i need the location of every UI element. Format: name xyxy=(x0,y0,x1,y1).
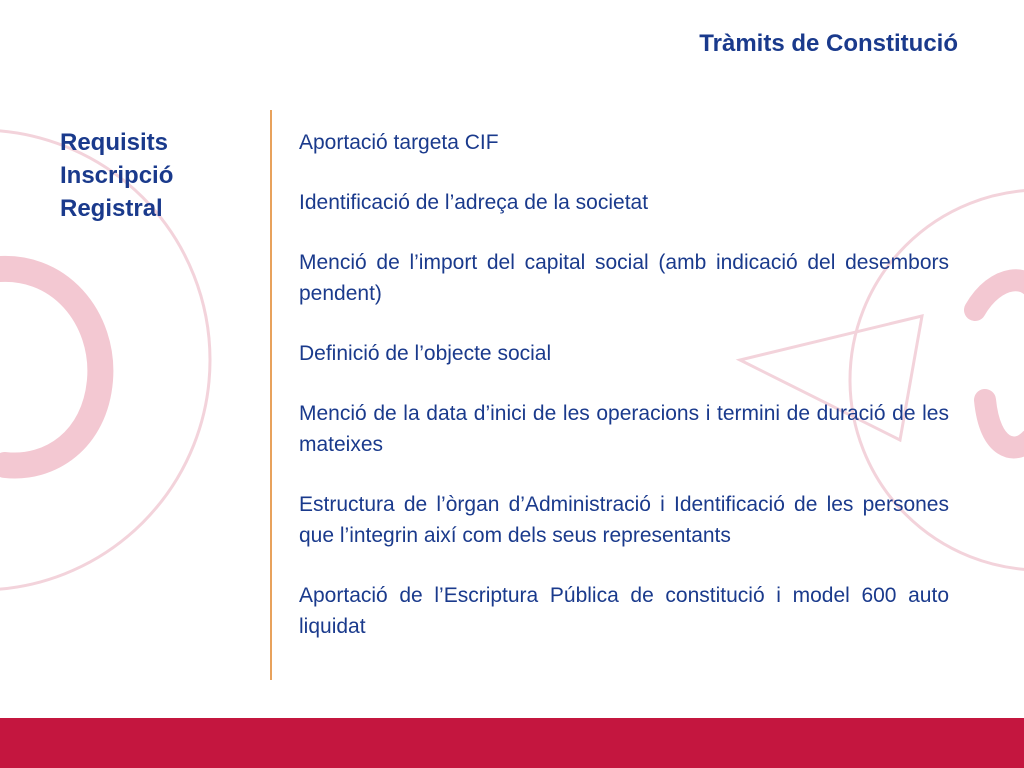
requirement-item: Menció de l’import del capital social (amb indicació del desembors pendent) xyxy=(299,251,949,305)
section-heading-line: Inscripció xyxy=(60,162,174,189)
requirement-item: Menció de la data d’inici de les operacions i termini de duració de les mateixes xyxy=(299,402,949,456)
footer-bar xyxy=(0,718,1024,768)
watermark-left-glyph xyxy=(0,269,100,466)
requirements-list xyxy=(299,127,949,671)
requirement-item: Definició de l’objecte social xyxy=(299,342,552,365)
requirement-item: Aportació de l’Escriptura Pública de constitució i model 600 auto liquidat xyxy=(299,584,949,638)
requirement-item: Identificació de l’adreça de la societat xyxy=(299,191,649,214)
section-heading-line: Registral xyxy=(60,195,163,222)
page-title: Tràmits de Constitució xyxy=(699,30,958,57)
watermark-right-glyph-lower xyxy=(985,400,1024,447)
requirement-item: Aportació targeta CIF xyxy=(299,131,499,154)
vertical-divider xyxy=(270,110,272,680)
requirement-item: Estructura de l’òrgan d’Administració i Identificació de les persones que l’integrin així com dels seus representants xyxy=(299,493,949,547)
section-heading xyxy=(60,126,260,225)
section-heading-line: Requisits xyxy=(60,129,169,156)
watermark-right-glyph xyxy=(975,280,1024,310)
